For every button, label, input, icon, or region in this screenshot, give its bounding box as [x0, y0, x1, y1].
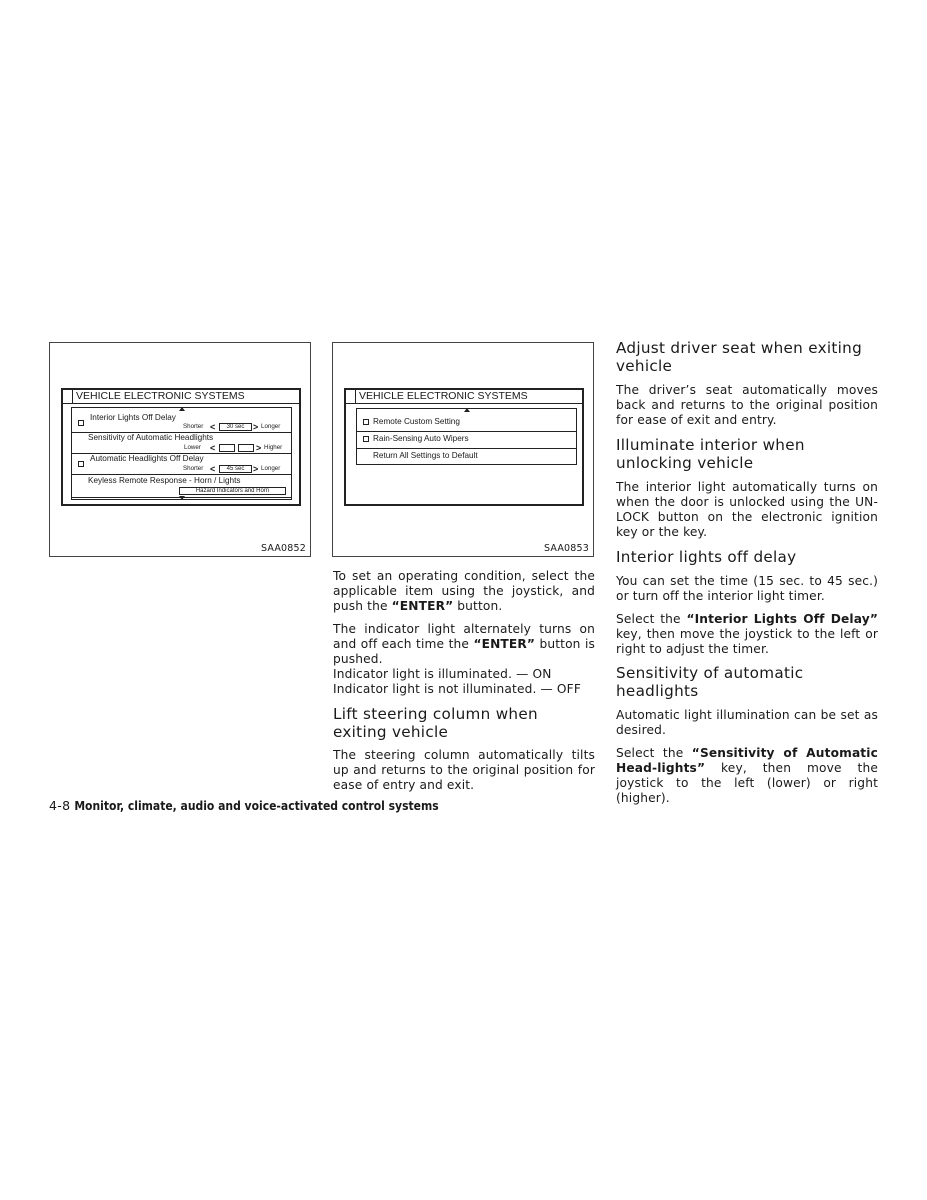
chevron-left-icon[interactable]: < — [210, 422, 216, 432]
screen-title: VEHICLE ELECTRONIC SYSTEMS — [346, 390, 582, 404]
figure-saa0852: VEHICLE ELECTRONIC SYSTEMS Interior Lights Off Delay Shorter < 30 sec > Longer Sensitivity of Automatic Headlights Lower < > Higher Automatic Headlights Off Delay Shorter < 45 sec > Longer Keyless Remote Response - Horn / Lights Hazard Indicators and Horn SAA0852 — [49, 342, 311, 557]
paragraph-adjust-driver-seat: The driver’s seat automatically moves back and returns to the original position for ease of exit and entry. — [616, 383, 878, 427]
page-number: 4-8 — [49, 798, 71, 813]
checkbox-icon[interactable] — [78, 420, 84, 426]
heading-interior-lights-off-delay: Interior lights off delay — [616, 548, 797, 566]
checkbox-icon[interactable] — [78, 461, 84, 467]
chevron-right-icon[interactable]: > — [253, 464, 259, 474]
checkbox-icon[interactable] — [363, 419, 369, 425]
indicator-off-line: Indicator light is not illuminated. — OFF — [333, 682, 581, 696]
settings-list — [71, 407, 292, 500]
heading-lift-steering-column: Lift steering column when exiting vehicle — [333, 705, 538, 741]
sensitivity-level-box-2 — [238, 444, 254, 452]
checkbox-icon[interactable] — [363, 436, 369, 442]
screen-title: VEHICLE ELECTRONIC SYSTEMS — [63, 390, 299, 404]
paragraph-lift-steering-column: The steering column automatically tilts up and returns to the original position for ease of entry and exit. — [333, 748, 595, 792]
list-item-return-all-settings-to-default[interactable]: Return All Settings to Default — [373, 451, 478, 460]
list-item-rain-sensing-auto-wipers[interactable]: Rain-Sensing Auto Wipers — [357, 431, 576, 449]
paragraph-interior-lights-delay-select: Select the “Interior Lights Off Delay” key, then move the joystick to the left or right to adjust the timer. — [616, 612, 879, 656]
paragraph-illuminate-interior: The interior light automatically turns on when the door is unlocked using the UN-LOCK button on the electronic ignition key or the key. — [616, 480, 878, 539]
vehicle-electronic-systems-screen — [61, 388, 301, 506]
vehicle-electronic-systems-screen — [344, 388, 584, 506]
sensitivity-level-box-1 — [219, 444, 235, 452]
scroll-up-icon[interactable] — [464, 408, 470, 412]
heading-sensitivity-automatic-headlights: Sensitivity of automatic headlights — [616, 664, 804, 700]
paragraph-sensitivity-illumination: Automatic light illumination can be set as desired. — [616, 708, 878, 737]
chevron-left-icon[interactable]: < — [210, 443, 216, 453]
figure-saa0853: VEHICLE ELECTRONIC SYSTEMS Remote Custom Setting Rain-Sensing Auto Wipers Return All Settings to Default SAA0853 — [332, 342, 594, 557]
list-item-keyless-remote-response[interactable]: Keyless Remote Response - Horn / Lights Hazard Indicators and Horn — [72, 474, 291, 498]
list-item-automatic-headlights-off-delay[interactable]: Automatic Headlights Off Delay Shorter < 45 sec > Longer — [72, 453, 291, 475]
indicator-on-line: Indicator light is illuminated. — ON — [333, 667, 552, 681]
scroll-down-icon[interactable] — [179, 496, 185, 500]
page-footer — [49, 798, 439, 814]
chevron-right-icon[interactable]: > — [253, 422, 259, 432]
heading-illuminate-interior: Illuminate interior when unlocking vehicle — [616, 436, 805, 472]
paragraph-sensitivity-select: Select the “Sensitivity of Automatic Head-lights” key, then move the joystick to the left (lower) or right (higher). — [616, 746, 878, 805]
paragraph-indicator-light: The indicator light alternately turns on and off each time the “ENTER” button is pushed. — [333, 622, 595, 666]
list-item-remote-custom-setting[interactable]: Remote Custom Setting — [357, 413, 576, 432]
scroll-up-icon[interactable] — [179, 407, 185, 411]
heading-adjust-driver-seat: Adjust driver seat when exiting vehicle — [616, 339, 863, 375]
settings-list — [356, 408, 577, 465]
paragraph-interior-lights-delay-time: You can set the time (15 sec. to 45 sec.) or turn off the interior light timer. — [616, 574, 878, 603]
list-item-sensitivity-of-automatic-headlights[interactable]: Sensitivity of Automatic Headlights Lower < > Higher — [72, 432, 291, 454]
chevron-right-icon[interactable]: > — [256, 443, 262, 453]
list-item-interior-lights-off-delay[interactable]: Interior Lights Off Delay Shorter < 30 sec > Longer — [72, 412, 291, 433]
paragraph-set-operating-condition: To set an operating condition, select the applicable item using the joystick, and push the “ENTER” button. — [333, 569, 595, 613]
chevron-left-icon[interactable]: < — [210, 464, 216, 474]
chapter-title: Monitor, climate, audio and voice-activated control systems — [74, 799, 439, 813]
